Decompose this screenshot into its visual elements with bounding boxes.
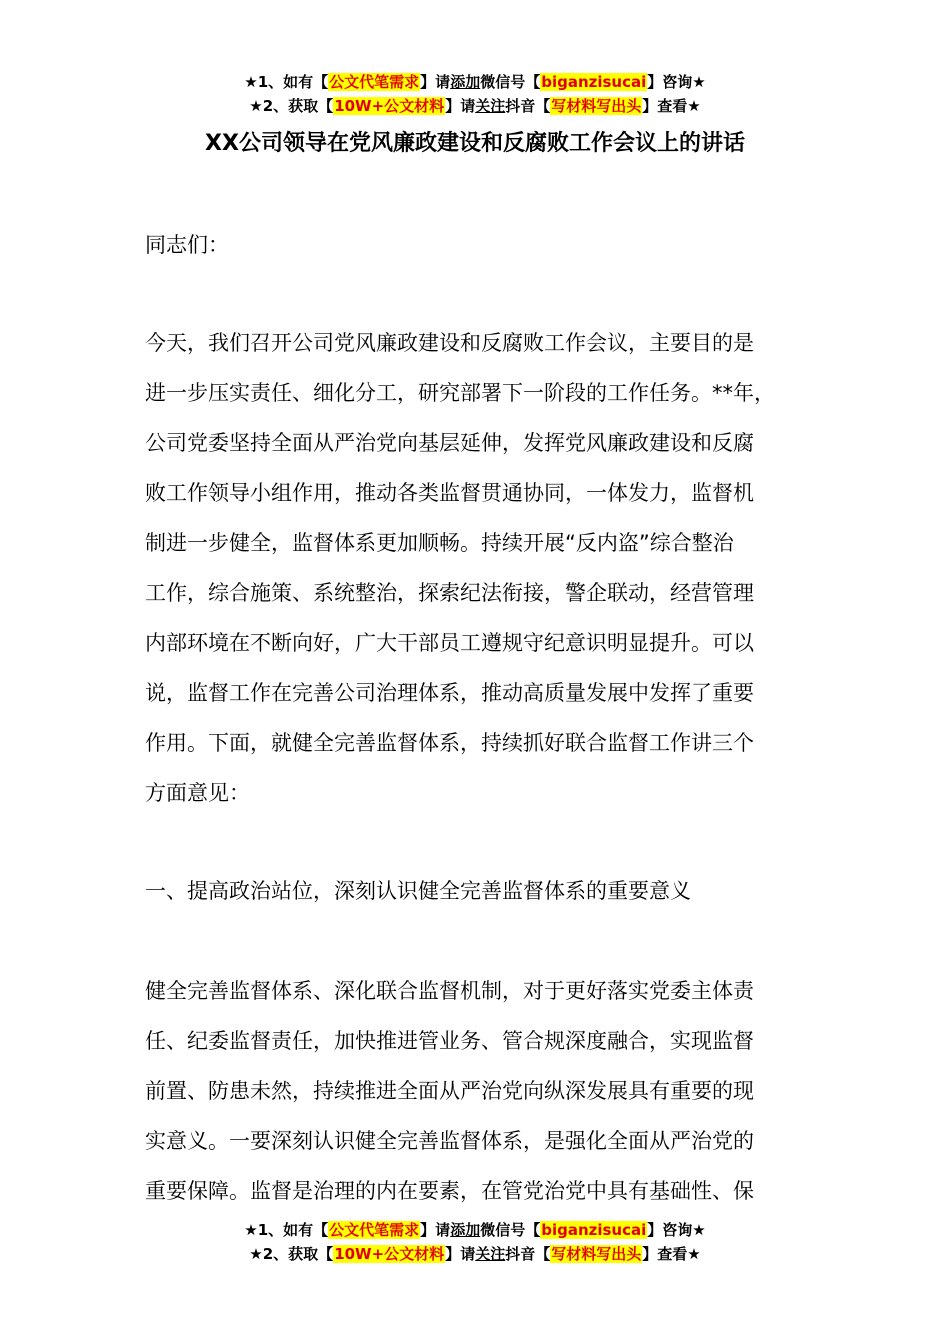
banner-underline: 添加 bbox=[450, 73, 481, 91]
text-line: 说，监督工作在完善公司治理体系，推动高质量发展中发挥了重要 bbox=[145, 681, 754, 705]
text-line: 公司党委坚持全面从严治党向基层延伸，发挥党风廉政建设和反腐 bbox=[145, 431, 754, 455]
banner-highlight: biganzisucai bbox=[541, 73, 647, 91]
banner-underline: 添加 bbox=[450, 1221, 481, 1239]
text-line: 内部环境在不断向好，广大干部员工遵规守纪意识明显提升。可以 bbox=[145, 631, 754, 655]
text-line: 前置、防患未然，持续推进全面从严治党向纵深发展具有重要的现 bbox=[145, 1079, 754, 1103]
banner-text: ★1、如有【 bbox=[244, 1221, 329, 1239]
banner-line-1 bbox=[0, 70, 950, 94]
salutation: 同志们： bbox=[145, 233, 229, 257]
banner-text: 】请 bbox=[420, 1221, 451, 1239]
banner-text: 抖音【 bbox=[505, 1245, 551, 1263]
banner-highlight: 公文代笔需求 bbox=[329, 73, 420, 91]
text-line: 工作，综合施策、系统整治，探索纪法衔接，警企联动，经营管理 bbox=[145, 581, 754, 605]
banner-highlight: 10W+公文材料 bbox=[334, 97, 445, 115]
banner-highlight: 公文代笔需求 bbox=[329, 1221, 420, 1239]
banner-highlight: 写材料写出头 bbox=[551, 1245, 642, 1263]
banner-text: 】查看★ bbox=[642, 97, 701, 115]
paragraph-2 bbox=[145, 966, 825, 1216]
text-line: 实意义。一要深刻认识健全完善监督体系，是强化全面从严治党的 bbox=[145, 1129, 754, 1153]
banner-text: 】咨询★ bbox=[647, 73, 706, 91]
section-heading-1: 一、提高政治站位，深刻认识健全完善监督体系的重要意义 bbox=[145, 879, 691, 903]
text-line: 制进一步健全，监督体系更加顺畅。持续开展“反内盗”综合整治 bbox=[145, 531, 734, 555]
text-line: 进一步压实责任、细化分工，研究部署下一阶段的工作任务。**年， bbox=[145, 381, 775, 405]
paragraph-1 bbox=[145, 318, 825, 818]
text-line: 方面意见： bbox=[145, 781, 250, 805]
text-line: 今天，我们召开公司党风廉政建设和反腐败工作会议，主要目的是 bbox=[145, 331, 754, 355]
banner-text: ★2、获取【 bbox=[249, 1245, 334, 1263]
top-banner bbox=[0, 70, 950, 118]
text-line: 健全完善监督体系、深化联合监督机制，对于更好落实党委主体责 bbox=[145, 979, 754, 1003]
banner-text: 】咨询★ bbox=[647, 1221, 706, 1239]
banner-text: 】请 bbox=[420, 73, 451, 91]
text-line: 任、纪委监督责任，加快推进管业务、管合规深度融合，实现监督 bbox=[145, 1029, 754, 1053]
banner-text: 微信号【 bbox=[480, 73, 541, 91]
document-title: XX公司领导在党风廉政建设和反腐败工作会议上的讲话 bbox=[205, 131, 745, 156]
banner-highlight: 10W+公文材料 bbox=[334, 1245, 445, 1263]
banner-underline: 关注 bbox=[475, 1245, 506, 1263]
banner-line-2 bbox=[0, 1242, 950, 1266]
banner-highlight: biganzisucai bbox=[541, 1221, 647, 1239]
banner-text: ★1、如有【 bbox=[244, 73, 329, 91]
banner-line-2 bbox=[0, 94, 950, 118]
text-line: 败工作领导小组作用，推动各类监督贯通协同，一体发力，监督机 bbox=[145, 481, 754, 505]
banner-text: 抖音【 bbox=[505, 97, 551, 115]
banner-text: 】请 bbox=[445, 1245, 476, 1263]
banner-text: 】请 bbox=[445, 97, 476, 115]
banner-line-1 bbox=[0, 1218, 950, 1242]
banner-text: ★2、获取【 bbox=[249, 97, 334, 115]
banner-text: 微信号【 bbox=[480, 1221, 541, 1239]
text-line: 重要保障。监督是治理的内在要素，在管党治党中具有基础性、保 bbox=[145, 1179, 754, 1203]
bottom-banner bbox=[0, 1218, 950, 1266]
banner-text: 】查看★ bbox=[642, 1245, 701, 1263]
text-line: 作用。下面，就健全完善监督体系，持续抓好联合监督工作讲三个 bbox=[145, 731, 754, 755]
banner-highlight: 写材料写出头 bbox=[551, 97, 642, 115]
banner-underline: 关注 bbox=[475, 97, 506, 115]
